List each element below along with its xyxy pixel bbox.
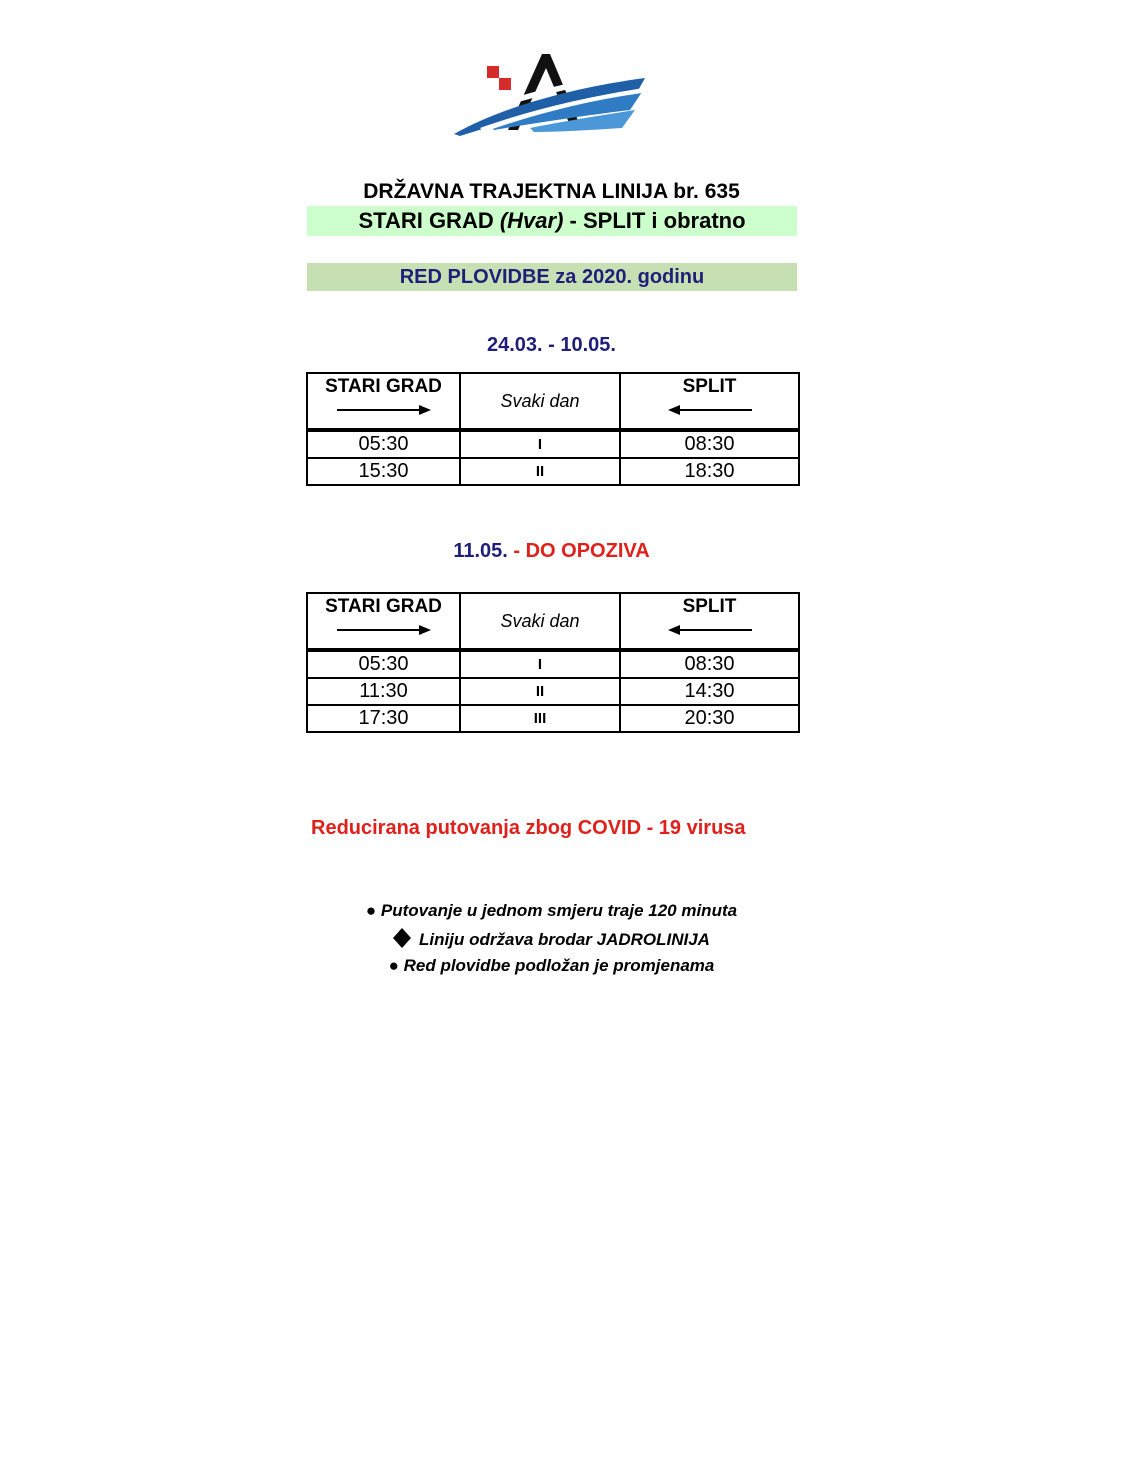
route-destination: - SPLIT i obratno bbox=[563, 208, 746, 233]
departure-time: 05:30 bbox=[307, 650, 460, 678]
column-header-days: Svaki dan bbox=[460, 593, 620, 650]
note-duration: ● Putovanje u jednom smjeru traje 120 minuta bbox=[365, 901, 738, 920]
table-row bbox=[307, 458, 799, 485]
schedule-title: RED PLOVIDBE za 2020. godinu bbox=[307, 263, 797, 291]
period-label bbox=[306, 538, 797, 564]
trip-number: I bbox=[460, 430, 620, 458]
table-header-row bbox=[307, 373, 799, 430]
return-time: 18:30 bbox=[620, 458, 799, 485]
timetable bbox=[306, 372, 800, 486]
trip-number: III bbox=[460, 705, 620, 732]
table-row bbox=[307, 678, 799, 705]
trip-number: I bbox=[460, 650, 620, 678]
table-row bbox=[307, 650, 799, 678]
period-dates: 24.03. - 10.05. bbox=[487, 334, 616, 356]
return-time: 08:30 bbox=[620, 650, 799, 678]
departure-time: 15:30 bbox=[307, 458, 460, 485]
note-changes: ● Red plovidbe podložan je promjenama bbox=[388, 956, 715, 975]
table-header-row bbox=[307, 593, 799, 650]
period-until: - DO OPOZIVA bbox=[507, 540, 650, 562]
period-label bbox=[306, 332, 797, 358]
arrow-right-icon bbox=[337, 404, 431, 416]
covid-notice: Reducirana putovanja zbog COVID - 19 virusa bbox=[311, 817, 746, 839]
column-header-split: SPLIT bbox=[620, 593, 799, 650]
departure-time: 05:30 bbox=[307, 430, 460, 458]
route-origin: STARI GRAD bbox=[358, 208, 500, 233]
table-row bbox=[307, 705, 799, 732]
arrow-left-icon bbox=[668, 624, 752, 636]
return-time: 20:30 bbox=[620, 705, 799, 732]
arrow-left-icon bbox=[668, 404, 752, 416]
table-row bbox=[307, 430, 799, 458]
column-header-days: Svaki dan bbox=[460, 373, 620, 430]
jadrolinija-logo bbox=[450, 48, 650, 140]
return-time: 14:30 bbox=[620, 678, 799, 705]
departure-time: 17:30 bbox=[307, 705, 460, 732]
column-header-stari-grad: STARI GRAD bbox=[307, 373, 460, 430]
route-island: (Hvar) bbox=[499, 208, 564, 233]
departure-time: 11:30 bbox=[307, 678, 460, 705]
timetable bbox=[306, 592, 800, 733]
note-operator-text: Liniju održava brodar JADROLINIJA bbox=[419, 930, 710, 949]
arrow-right-icon bbox=[337, 624, 431, 636]
line-title: DRŽAVNA TRAJEKTNA LINIJA br. 635 bbox=[363, 180, 740, 203]
period-dates: 11.05. bbox=[453, 540, 508, 562]
note-operator bbox=[306, 928, 797, 951]
diamond-bullet-icon bbox=[393, 928, 411, 948]
trip-number: II bbox=[460, 678, 620, 705]
route-title bbox=[307, 206, 797, 236]
column-header-split: SPLIT bbox=[620, 373, 799, 430]
column-header-stari-grad: STARI GRAD bbox=[307, 593, 460, 650]
trip-number: II bbox=[460, 458, 620, 485]
return-time: 08:30 bbox=[620, 430, 799, 458]
